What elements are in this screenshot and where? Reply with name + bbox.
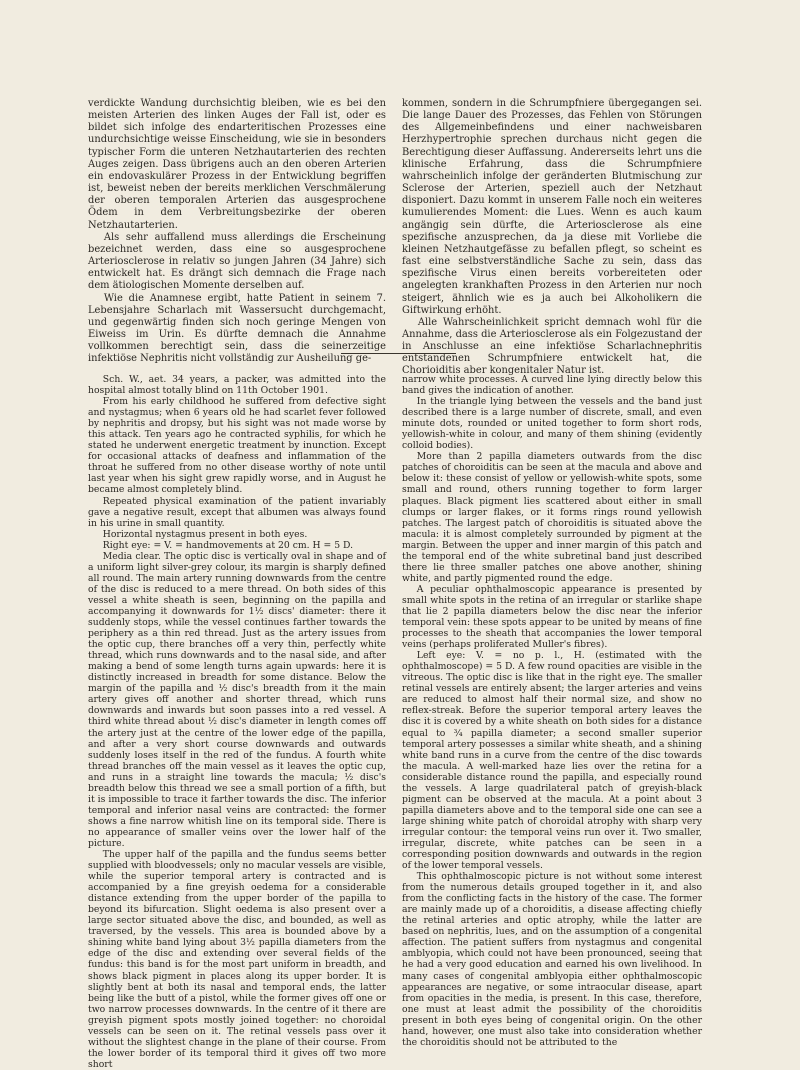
- paragraph: Alle Wahrscheinlichkeit spricht demnach wohl für die Annahme, dass die Arteriosclerose als ein Folgezustand der in Anschlusse an eine infektiöse Scharlachnephritis entstandenen Schrumpfniere entwickelt hat, die Chorioiditis aber kongenitaler Natur ist.: [402, 316, 702, 377]
- paragraph: Repeated physical examination of the patient invariably gave a negative result, except that albumen was always found in his urine in small quantity.: [88, 495, 386, 529]
- english-text-right-column: [402, 374, 702, 1050]
- paragraph: More than 2 papilla diameters outwards from the disc patches of choroiditis can be seen at the macula and above and below it: these consist of yellow or yellowish-white spots, some small and round, others running together to form larger plaques. Black pigment lies scattered about either in small clumps or larger flakes, or it forms rings round yellowish patches. The largest patch of choroiditis is situated above the macula: it is almost completely surrounded by pigment at the margin. Between the upper and inner margin of this patch and the temporal end of the white subretinal band just described there lie three smaller patches one above another, shining white, and partly pigmented round the edge.: [402, 451, 702, 584]
- paragraph: Right eye: = V. = handmovements at 20 cm. H = 5 D.: [102, 539, 354, 551]
- paragraph: This ophthalmoscopic picture is not without some interest from the numerous details grouped together in it, and also from the conflicting facts in the history of the case. The former are mainly made up of a choroiditis, a disease affecting chiefly the retinal arteries and optic atrophy, while the latter are based on nephritis, lues, and on the assumption of a congenital affection. The patient suffers from nystagmus and congenital amblyopia, which could not have been pronounced, seeing that he had a very good education and earned his own livelihood. In many cases of congenital amblyopia either ophthalmoscopic appearances are negative, or some intraocular disease, apart from opacities in the media, is present. In this case, therefore, one must at least admit the possibility of the choroiditis present in both eyes being of congenital origin. On the other hand, however, one must also take into consideration whether the choroiditis should not be attributed to the: [402, 871, 702, 1048]
- paragraph: Wie die Anamnese ergibt, hatte Patient in seinem 7. Lebensjahre Scharlach mit Wassersucht durchgemacht, und gegenwärtig finden sich noch geringe Mengen von Eiweiss im Urin. Es dürfte demnach die Annahme vollkommen berechtigt sein, dass die seinerzeitige infektiöse Nephritis nicht vollständig zur Ausheilung ge-: [88, 292, 386, 365]
- german-text-left-column: [88, 98, 386, 365]
- paragraph: The upper half of the papilla and the fundus seems better supplied with bloodvessels; only no macular vessels are visible, while the superior temporal artery is contracted and is accompanied by a fine greyish oedema for a considerable distance extending from the upper border of the papilla to beyond its bifurcation. Slight oedema is also present over a large sector situated above the disc, and bounded, as well as traversed, by the vessels. This area is bounded above by a shining white band lying about 3½ papilla diameters from the edge of the disc and extending over several fields of the fundus: this band is for the most part uniform in breadth, and shows black pigment in places along its upper border. It is slightly bent at both its nasal and temporal ends, the latter being like the butt of a pistol, while the former gives off one or two narrow processes downwards. In the centre of it there are greyish pigment spots mostly joined together: no choroidal vessels can be seen on it. The retinal vessels pass over it without the slightest change in the plane of their course. From the lower border of its temporal third it gives off two more short: [88, 849, 386, 1070]
- section-divider: [341, 353, 456, 354]
- paragraph: Horizontal nystagmus present in both eyes.: [102, 528, 308, 540]
- paragraph: From his early childhood he suffered from defective sight and nystagmus; when 6 years old he had scarlet fever followed by nephritis and dropsy, but his sight was not made worse by this attack. Ten years ago he contracted syphilis, for which he stated he underwent energetic treatment by inunction. Except for occasional attacks of deafness and inflammation of the throat he suffered from no other disease worthy of note until last year when his sight grew rapidly worse, and in August he became almost completely blind.: [88, 396, 386, 496]
- paragraph: Sch. W., aet. 34 years, a packer, was admitted into the hospital almost totally blind on 11th October 1901.: [88, 374, 386, 397]
- paragraph: verdickte Wandung durchsichtig bleiben, wie es bei den meisten Arterien des linken Auges der Fall ist, oder es bildet sich infolge des endarteritischen Prozesses eine undurchsichtige weisse Einscheidung, wie sie in besonders typischer Form die unteren Netzhautarterien des rechten Auges zeigen. Dass übrigens auch an den oberen Arterien ein endovaskulärer Prozess in der Entwicklung begriffen ist, beweist neben der bereits merklichen Verschmälerung der oberen temporalen Arterien das ausgesprochene Ödem in dem Verbreitungsbezirke der oberen Netzhautarterien.: [88, 98, 386, 231]
- paragraph: kommen, sondern in die Schrumpfniere übergegangen sei. Die lange Dauer des Prozesses, das Fehlen von Störungen des Allgemeinbefindens und einer nachweisbaren Herzhypertrophie sprechen durchaus nicht gegen die Berechtigung dieser Auffassung. Andererseits lehrt uns die klinische Erfahrung, dass die Schrumpfniere wahrscheinlich infolge der geränderten Blutmischung zur Sclerose der Arterien, speziell auch der Netzhaut disponiert. Dazu kommt in unserem Falle noch ein weiteres kumulierendes Moment: die Lues. Wenn es auch kaum angängig sein dürfte, die Arteriosclerose als eine spezifische anzusprechen, da ja diese mit Vorliebe die kleinen Netzhautgefässe zu befallen pflegt, so scheint es fast eine selbstverständliche Sache zu sein, dass das spezifische Virus einen bereits vorbereiteten oder angelegten krankhaften Prozess in den Arterien nur noch steigert, ähnlich wie es ja auch bei Alkoholikern die Giftwirkung erhöht.: [402, 98, 702, 316]
- english-text-left-column: [88, 374, 386, 1070]
- paragraph: Als sehr auffallend muss allerdings die Erscheinung bezeichnet werden, dass eine so ausgesprochene Arteriosclerose in relativ so jungen Jahren (34 Jahre) sich entwickelt hat. Es drängt sich demnach die Frage nach dem ätiologischen Momente derselben auf.: [88, 231, 386, 292]
- paragraph: narrow white processes. A curved line lying directly below this band gives the indication of another.: [402, 374, 702, 397]
- german-text-right-column: [402, 98, 702, 377]
- paragraph: Media clear. The optic disc is vertically oval in shape and of a uniform light silver-grey colour, its margin is sharply defined all round. The main artery running downwards from the centre of the disc is reduced to a mere thread. On both sides of this vessel a white sheath is seen, beginning on the papilla and accompanying it downwards for 1½ discs' diameter: there it suddenly stops, while the vessel continues farther towards the periphery as a thin red thread. Just as the artery issues from the optic cup, there branches off a very thin, perfectly white thread, which runs downwards and to the nasal side, and after making a bend of some length turns again upwards: here it is distinctly increased in breadth for some distance. Below the margin of the papilla and ½ disc's breadth from it the main artery gives off another and shorter thread, which runs downwards and inwards but soon passes into a red vessel. A third white thread about ½ disc's diameter in length comes off the artery just at the centre of the lower edge of the papilla, and after a very short course downwards and outwards suddenly loses itself in the red of the fundus. A fourth white thread branches off the main vessel as it leaves the optic cup, and runs in a straight line towards the macula; ½ disc's breadth below this thread we see a small portion of a fifth, but it is impossible to trace it farther towards the disc. The inferior temporal and inferior nasal veins are contracted: the former shows a fine narrow whitish line on its temporal side. There is no appearance of smaller veins over the lower half of the picture.: [88, 550, 386, 849]
- paragraph: Left eye: V. = no p. l., H. (estimated with the ophthalmoscope) = 5 D. A few round opacities are visible in the vitreous. The optic disc is like that in the right eye. The smaller retinal vessels are entirely absent; the larger arteries and veins are reduced to almost half their normal size, and show no reflex-streak. Before the superior temporal artery leaves the disc it is covered by a white sheath on both sides for a distance equal to ¾ papilla diameter; a second smaller superior temporal artery possesses a similar white sheath, and a shining white band runs in a curve from the centre of the disc towards the macula. A well-marked haze lies over the retina for a considerable distance round the papilla, and especially round the vessels. A large quadrilateral patch of greyish-black pigment can be observed at the macula. At a point about 3 papilla diameters above and to the temporal side one can see a large shining white patch of choroidal atrophy with sharp very irregular contour: the temporal veins run over it. Two smaller, irregular, discrete, white patches can be seen in a corresponding position downwards and outwards in the region of the lower temporal vessels.: [402, 650, 702, 872]
- paragraph: In the triangle lying between the vessels and the band just described there is a large number of discrete, small, and even minute dots, rounded or united together to form short rods, yellowish-white in colour, and many of them shining (evidently colloid bodies).: [402, 396, 702, 452]
- paragraph: A peculiar ophthalmoscopic appearance is presented by small white spots in the retina of an irregular or starlike shape that lie 2 papilla diameters below the disc near the inferior temporal vein: these spots appear to be united by means of fine processes to the sheath that accompanies the lower temporal veins (perhaps proliferated Muller's fibres).: [402, 583, 702, 651]
